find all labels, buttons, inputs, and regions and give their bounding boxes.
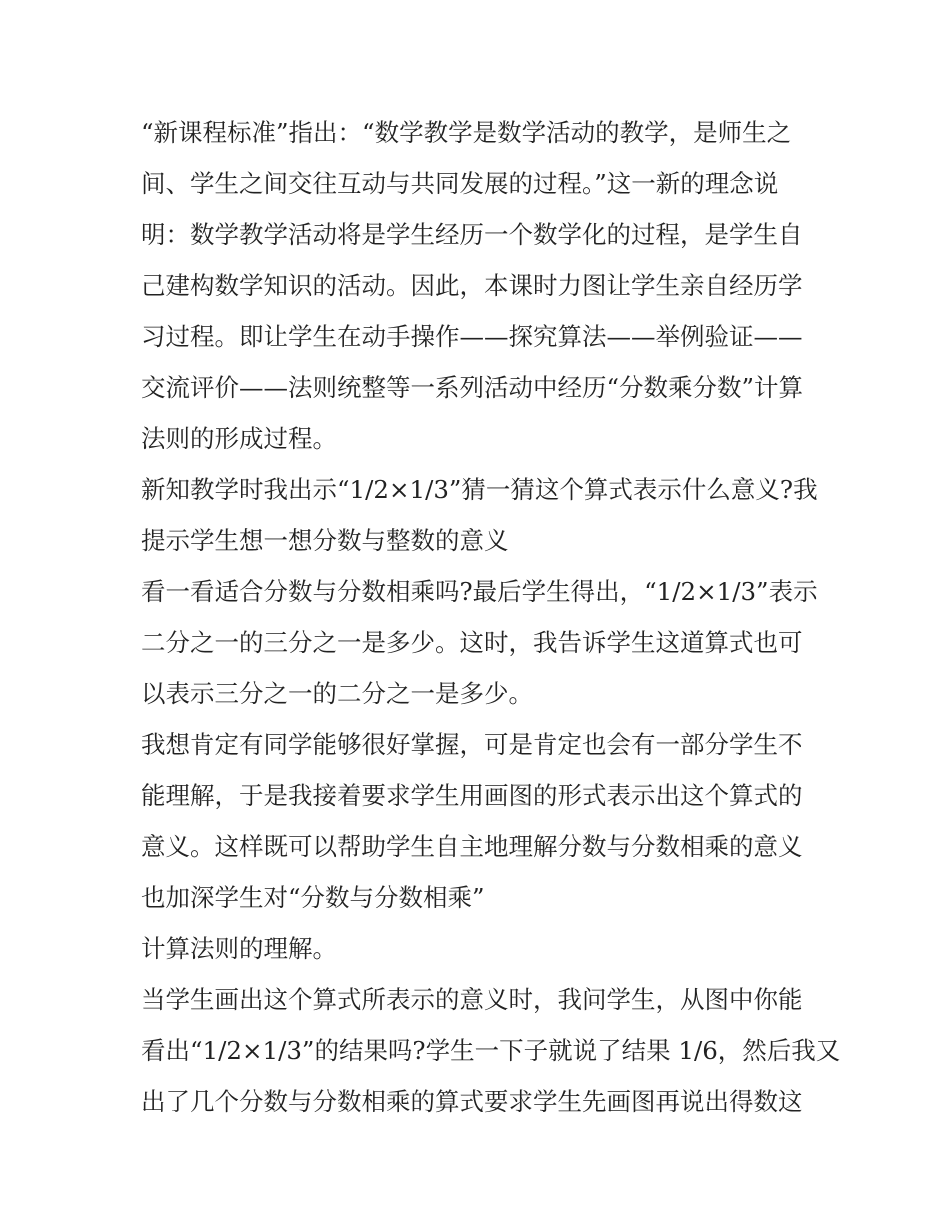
text-line: 提示学生想一想分数与整数的意义: [141, 526, 509, 555]
text-line: 明：数学教学活动将是学生经历一个数学化的过程，是学生自: [141, 220, 803, 249]
text-line: 二分之一的三分之一是多少。这时，我告诉学生这道算式也可: [141, 628, 803, 657]
text-line: “新课程标准”指出：“数学教学是数学活动的教学，是师生之: [141, 118, 792, 147]
text-line: 计算法则的理解。: [141, 934, 337, 963]
text-line: 我想肯定有同学能够很好掌握，可是肯定也会有一部分学生不: [141, 730, 803, 759]
text-line: 法则的形成过程。: [141, 424, 337, 453]
text-line: 间、学生之间交往互动与共同发展的过程。”这一新的理念说: [141, 169, 779, 198]
text-line: 能理解，于是我接着要求学生用画图的形式表示出这个算式的: [141, 781, 803, 810]
text-line: 己建构数学知识的活动。因此，本课时力图让学生亲自经历学: [141, 271, 803, 300]
text-line: 看一看适合分数与分数相乘吗?最后学生得出，“1/2×1/3”表示: [141, 577, 818, 606]
text-line: 新知教学时我出示“1/2×1/3”猜一猜这个算式表示什么意义?我: [141, 475, 818, 504]
text-line: 出了几个分数与分数相乘的算式要求学生先画图再说出得数这: [141, 1087, 803, 1116]
text-line: 以表示三分之一的二分之一是多少。: [141, 679, 533, 708]
text-line: 意义。这样既可以帮助学生自主地理解分数与分数相乘的意义: [141, 832, 803, 861]
text-line: 看出“1/2×1/3”的结果吗?学生一下子就说了结果 1/6，然后我又: [141, 1036, 841, 1065]
text-line: 交流评价——法则统整等一系列活动中经历“分数乘分数”计算: [141, 373, 804, 402]
text-line: 也加深学生对“分数与分数相乘”: [141, 883, 485, 912]
text-line: 当学生画出这个算式所表示的意义时，我问学生，从图中你能: [141, 985, 803, 1014]
body-text: [141, 107, 841, 1127]
text-line: 习过程。即让学生在动手操作——探究算法——举例验证——: [141, 322, 803, 351]
